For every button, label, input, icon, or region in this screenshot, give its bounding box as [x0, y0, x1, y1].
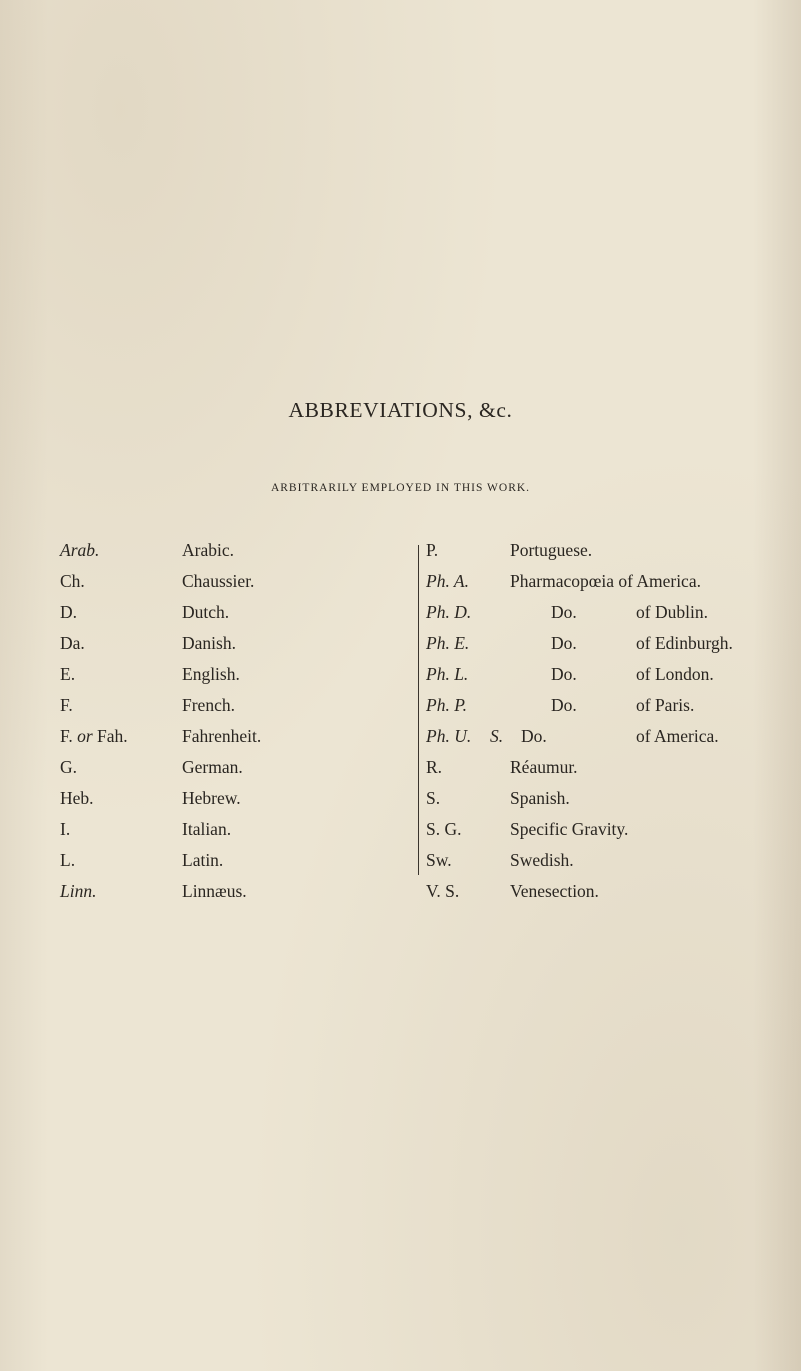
abbreviation: Ph. E.	[426, 633, 470, 653]
abbreviation: Ph. L.	[426, 664, 469, 684]
ditto-mark: Do.	[521, 726, 547, 746]
meaning: Portuguese.	[510, 540, 593, 560]
abbreviation: Sw.	[426, 850, 452, 870]
abbreviation: I.	[60, 819, 71, 839]
meaning: Italian.	[182, 819, 232, 839]
meaning: Réaumur.	[510, 757, 578, 777]
meaning: Danish.	[182, 633, 236, 653]
abbreviation: Ph. A.	[426, 571, 469, 591]
column-divider	[418, 545, 419, 875]
place: of Dublin.	[636, 602, 708, 622]
meaning: Pharmacopœia of America.	[510, 571, 701, 591]
abbreviation: Heb.	[60, 788, 94, 808]
abbreviation-part: Fah.	[97, 726, 128, 746]
meaning: Swedish.	[510, 850, 574, 870]
meaning: Arabic.	[182, 540, 234, 560]
abbreviation: F.	[60, 695, 73, 715]
ditto-mark: Do.	[551, 664, 577, 684]
meaning: Latin.	[182, 850, 224, 870]
meaning: Specific Gravity.	[510, 819, 629, 839]
place: of America.	[636, 726, 719, 746]
page-title: ABBREVIATIONS, &c.	[288, 398, 513, 422]
place: of Paris.	[636, 695, 695, 715]
abbreviation: R.	[426, 757, 443, 777]
abbreviation: Linn.	[60, 881, 97, 901]
place: of Edinburgh.	[636, 633, 733, 653]
abbreviation-suffix: S.	[490, 726, 504, 746]
abbreviation: L.	[60, 850, 76, 870]
meaning: Spanish.	[510, 788, 570, 808]
abbreviation-or: or	[77, 726, 93, 746]
meaning: Fahrenheit.	[182, 726, 262, 746]
abbreviation-part: F.	[60, 726, 73, 746]
abbreviation: S. G.	[426, 819, 462, 839]
meaning: English.	[182, 664, 240, 684]
ditto-mark: Do.	[551, 602, 577, 622]
meaning: Chaussier.	[182, 571, 255, 591]
abbreviation: Ch.	[60, 571, 85, 591]
place: of London.	[636, 664, 714, 684]
meaning: Venesection.	[510, 881, 599, 901]
meaning: French.	[182, 695, 235, 715]
meaning: Hebrew.	[182, 788, 241, 808]
ditto-mark: Do.	[551, 695, 577, 715]
abbreviation: Ph. D.	[426, 602, 472, 622]
abbreviation: S.	[426, 788, 441, 808]
abbreviation: P.	[426, 540, 439, 560]
meaning: Linnæus.	[182, 881, 247, 901]
abbreviation: Ph. P.	[426, 695, 467, 715]
abbreviation: G.	[60, 757, 78, 777]
abbreviation: Da.	[60, 633, 85, 653]
abbreviation	[60, 721, 128, 751]
abbreviation: D.	[60, 602, 78, 622]
meaning: German.	[182, 757, 243, 777]
abbreviation: E.	[60, 664, 76, 684]
abbreviation: V. S.	[426, 881, 460, 901]
ditto-mark: Do.	[551, 633, 577, 653]
abbreviation: Arab.	[60, 540, 100, 560]
abbreviation: Ph. U.	[426, 726, 472, 746]
page-subtitle: ARBITRARILY EMPLOYED IN THIS WORK.	[270, 482, 531, 494]
meaning: Dutch.	[182, 602, 230, 622]
